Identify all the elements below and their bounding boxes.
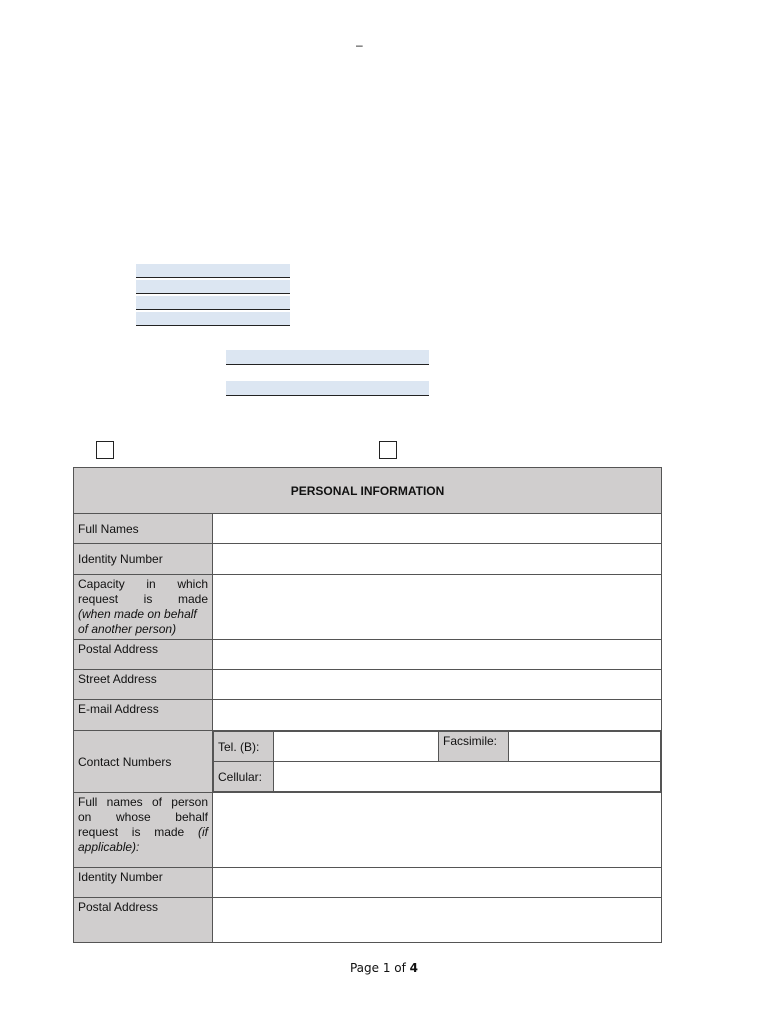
identity-number-field[interactable] xyxy=(213,544,662,575)
email-address-field[interactable] xyxy=(213,700,662,731)
blank-lines-group-2 xyxy=(226,350,429,396)
blank-lines-group-1 xyxy=(136,264,290,326)
label-facsimile: Facsimile: xyxy=(439,732,509,762)
street-address-field[interactable] xyxy=(213,670,662,700)
tel-b-field[interactable] xyxy=(274,732,439,762)
label-capacity xyxy=(74,575,213,640)
capacity-italic-1: (when made on behalf xyxy=(78,607,197,621)
behalf-line-3 xyxy=(78,825,208,840)
checkbox-left[interactable] xyxy=(96,441,114,459)
personal-information-table xyxy=(73,467,662,943)
capacity-italic-2: of another person) xyxy=(78,622,177,636)
blank-line[interactable] xyxy=(136,296,290,310)
full-names-field[interactable] xyxy=(213,514,662,544)
label-behalf-person xyxy=(74,793,213,868)
behalf-person-field[interactable] xyxy=(213,793,662,868)
behalf-line-1: Full names of person xyxy=(78,795,208,809)
label-street-address: Street Address xyxy=(74,670,213,700)
behalf-line-4: applicable): xyxy=(78,840,140,854)
page-footer xyxy=(0,961,768,975)
label-email-address: E-mail Address xyxy=(74,700,213,731)
label-identity-number: Identity Number xyxy=(74,544,213,575)
header-dash: – xyxy=(356,38,363,52)
behalf-line-3-italic: (if xyxy=(198,825,208,839)
blank-line[interactable] xyxy=(226,350,429,365)
label-tel-b: Tel. (B): xyxy=(214,732,274,762)
page-count-total: 4 xyxy=(409,961,419,975)
cellular-field[interactable] xyxy=(274,762,661,792)
blank-line[interactable] xyxy=(136,280,290,294)
label-postal-address: Postal Address xyxy=(74,640,213,670)
blank-line[interactable] xyxy=(226,381,429,396)
label-cellular: Cellular: xyxy=(214,762,274,792)
behalf-line-2: on whose behalf xyxy=(78,810,208,824)
label-postal-address-2: Postal Address xyxy=(74,898,213,943)
facsimile-field[interactable] xyxy=(509,732,661,762)
identity-number-2-field[interactable] xyxy=(213,868,662,898)
label-contact-numbers: Contact Numbers xyxy=(74,731,213,793)
checkbox-right[interactable] xyxy=(379,441,397,459)
blank-line[interactable] xyxy=(136,312,290,326)
capacity-field[interactable] xyxy=(213,575,662,640)
behalf-line-3-plain: request is made xyxy=(78,825,185,839)
table-heading: PERSONAL INFORMATION xyxy=(74,468,662,514)
capacity-line-2: request is made xyxy=(78,592,208,606)
contact-numbers-cell xyxy=(213,731,662,793)
postal-address-2-field[interactable] xyxy=(213,898,662,943)
blank-line[interactable] xyxy=(136,264,290,278)
label-identity-number-2: Identity Number xyxy=(74,868,213,898)
label-full-names: Full Names xyxy=(74,514,213,544)
page-count-prefix: Page 1 of xyxy=(349,961,406,975)
capacity-line-1: Capacity in which xyxy=(78,577,208,591)
postal-address-field[interactable] xyxy=(213,640,662,670)
contact-numbers-table xyxy=(213,731,661,792)
